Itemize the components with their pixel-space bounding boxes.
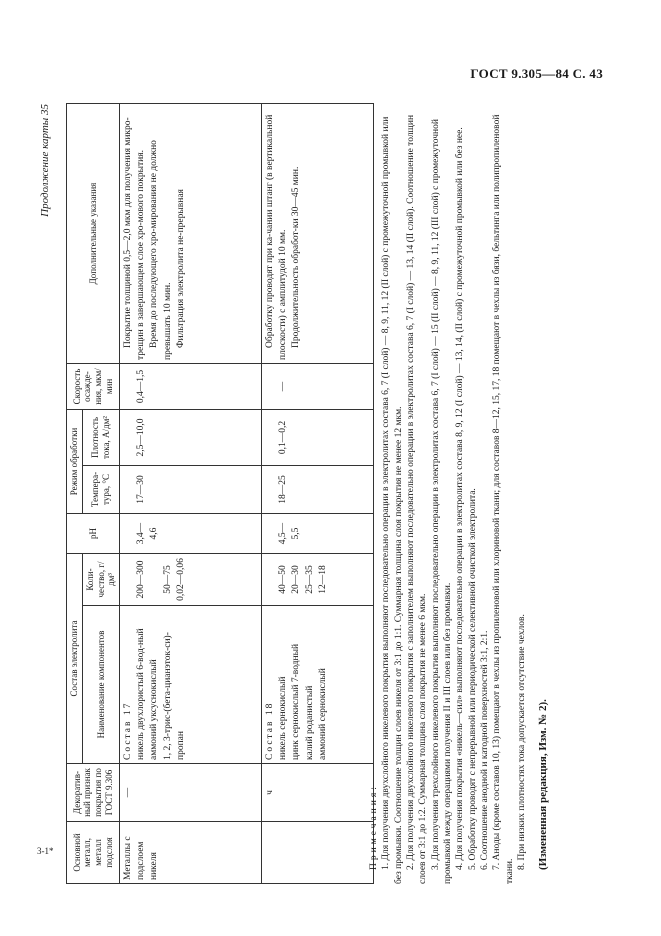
header-temperature: Темпера-тура, °С [82, 466, 119, 514]
instruction-text: Продолжительность обработ-ки 30—45 мин. [291, 166, 302, 348]
header-ph: pH [67, 514, 120, 554]
table-row [262, 104, 374, 884]
header-current-density: Плотность тока, А/дм² [82, 410, 119, 466]
speed-value: 0,4—1,5 [136, 369, 147, 404]
instructions-cell [120, 104, 262, 364]
current-density-value: 0,1—0,2 [278, 420, 289, 455]
current-density-cell [120, 410, 262, 466]
continuation-label: Продолжение карты 35 [39, 104, 51, 217]
note-item: 7. Аноды (кроме составов 10, 13) помещают в чехлы из пропиленовой или хлориновой ткани; для составов 8—12, 15, 17, 18 помещают в чехлы из бязи, бельтинга или полипропиленовой ткани. [492, 114, 515, 884]
header-mode: Режим обработки [67, 410, 83, 514]
note-item: 3. Для получения трехслойного никелевого покрытия выполняют последовательно операции в электролитах состава 6, 7 (I слой) — 15 (II слой) — 8, 9, 11, 12 (III слой) с промежуточной промывкой между операциями получения II и III слоев или без промывки. [430, 119, 454, 884]
header-composition: Состав электролита [67, 554, 83, 764]
quantity-value: 40—50 [278, 565, 289, 594]
component-item: цинк сернокислый 7-водный [291, 643, 302, 760]
composition-title: Состав 18 [265, 701, 276, 760]
rotated-page-content [38, 104, 550, 884]
header-speed: Скорость осажде-ния, мкм/мин [67, 364, 120, 410]
instruction-text: Обработку проводят при ка-чании штанг (в вертикальной плоскости) с амплитудой 10 мм. [265, 114, 289, 360]
decorative-cell: ч [262, 764, 374, 822]
header-quantity: Коли-чество, г/дм³ [82, 554, 119, 606]
base-metal-cell [262, 822, 374, 884]
table-row [120, 104, 262, 884]
header-notes: Дополнительные указания [67, 104, 120, 364]
component-item: калий роданистый [304, 685, 315, 760]
header-component-name: Наименование компонентов [82, 606, 119, 764]
temperature-cell [120, 466, 262, 514]
instructions-cell [262, 104, 374, 364]
temperature-cell [262, 466, 374, 514]
components-cell [120, 606, 262, 764]
page-header: ГОСТ 9.305—84 С. 43 [470, 66, 603, 81]
current-density-value: 2,5—10,0 [136, 418, 147, 457]
note-item: 8. При низких плотностях тока допускается отсутствие чехлов. [517, 614, 528, 870]
page-mark: 3-1* [37, 846, 54, 856]
electrolyte-table [66, 103, 374, 884]
component-item: никель двухлористый 6-вод-ный [136, 628, 147, 760]
quantity-value: 0,02—0,06 [175, 558, 186, 601]
ph-cell [120, 514, 262, 554]
quantities-cell [120, 554, 262, 606]
components-cell [262, 606, 374, 764]
component-item: никель сернокислый [278, 676, 289, 760]
quantity-value: 20—30 [291, 565, 302, 594]
note-item: 1. Для получения двухслойного никелевого покрытия выполняют последовательно операции в электролитах состава 6, 7 (I слой) — 8, 9, 11, 12 (II слой) с промежуточной промывкой или без промывки. Соотношение толщин слоев никеля от 3:1 до 1:1. Суммарная толщина слоя покрытия не менее 12 мкм. [381, 116, 404, 884]
temperature-value: 17—30 [136, 475, 147, 504]
quantity-value: 12—18 [317, 565, 328, 594]
component-item: аммоний сернокислый [317, 668, 328, 760]
note-item: 6. Соотношение анодной и катодной поверхностей 3:1, 2:1. [480, 630, 491, 870]
ph-value: 4,5—5,5 [278, 522, 302, 545]
note-item: 4. Для получения покрытия «никель—сил» выполняют последовательно операции в электролитах состава 8, 9, 12 (I слой) — 13, 14, (II слой) с промежуточной промывкой или без нее. [455, 127, 466, 870]
speed-cell [120, 364, 262, 410]
instruction-text: Покрытие толщиной 0,5—2,0 мкм для получения микро-трещин в завершающем слое хро-мового покрытия. [123, 117, 147, 360]
speed-cell [262, 364, 374, 410]
instruction-text: Фильтрация электролита не-прерывная [175, 189, 186, 348]
quantity-value: 200—300 [136, 560, 147, 599]
temperature-value: 18—25 [278, 475, 289, 504]
notes-title: Примечания: [369, 784, 379, 870]
component-item: аммоний уксуснокислый [149, 659, 160, 760]
composition-title: Состав 17 [123, 701, 134, 760]
notes-section [368, 104, 551, 884]
note-item: 2. Для получения двухслойного никелевого покрытия с заполнителем выполняют последовательно операции в электролитах состава 6, 7 (I слой) — 13, 14 (II слой). Соотношение толщин слоев от 3:1 до 1:2. Суммарная толщина слоя покрытия не менее 6 мкм. [406, 114, 429, 884]
header-decorative: Декоратив-ный признак покрытия по ГОСТ 9.306 [67, 764, 120, 822]
quantities-cell [262, 554, 374, 606]
decorative-cell: — [120, 764, 262, 822]
component-item: 1, 2, 3-трис-(бета-цианэток-си)-пропан [162, 632, 186, 760]
instruction-text: Время до последующего хро-мирования не должно превышать 10 мин. [149, 140, 173, 360]
current-density-cell [262, 410, 374, 466]
amendment-note: (Измененная редакция, Изм. № 2). [537, 699, 550, 870]
header-base-metal: Основной металл, металл подслоя [67, 822, 120, 884]
quantity-value: 50—75 [162, 565, 173, 594]
quantity-value: 25—35 [304, 565, 315, 594]
ph-value: 3,4—4,6 [136, 522, 160, 545]
speed-value: — [278, 381, 289, 392]
base-metal-cell: Металлы с подслоем никеля [120, 822, 262, 884]
ph-cell [262, 514, 374, 554]
note-item: 5. Обработку проводят с непрерывной или периодической селективной очисткой электролита. [467, 488, 478, 870]
